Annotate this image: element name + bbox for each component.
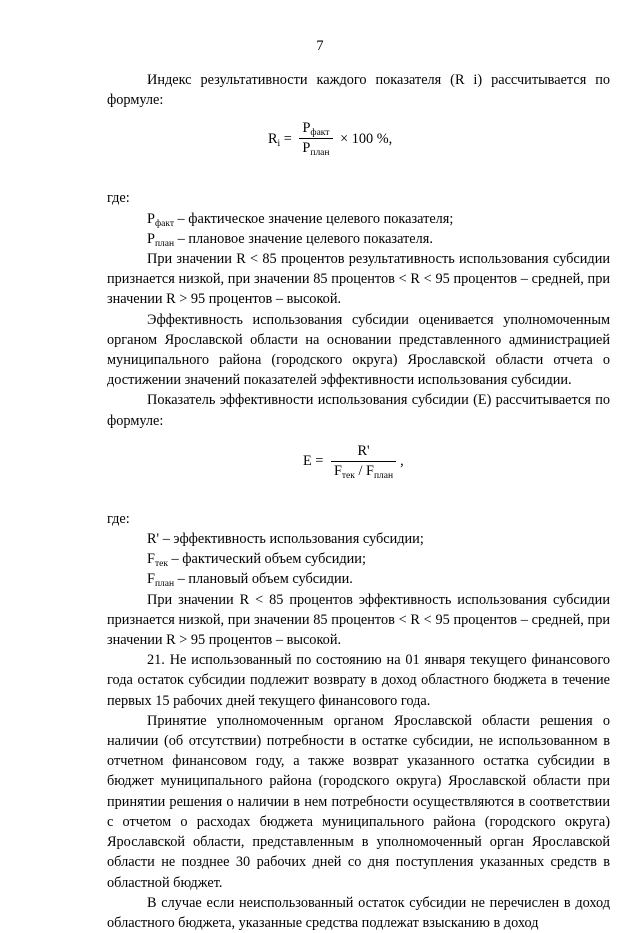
formula1-tail: × 100 %,: [336, 130, 393, 147]
definition-p-fact: $P_{факт}$ – фактическое значение целевого показателя;: [147, 210, 454, 229]
definition-f-plan: $F_{план}$ – плановый объем субсидии.: [147, 571, 353, 590]
formula2-eq: =: [311, 453, 327, 470]
document-body: [107, 70, 610, 933]
intro-paragraph: Индекс результативности каждого показателя (R i) рассчитывается по формуле:: [107, 72, 610, 109]
indicator-paragraph: Показатель эффективности использования субсидии (E) рассчитывается по формуле:: [107, 392, 610, 429]
formula2-fraction: $\frac{R'}{F_{тек} / F_{план}}$: [331, 443, 396, 480]
formula1-fraction: $\frac{P_{факт}}{P_{план}}$: [299, 120, 332, 157]
formula-result-index: [107, 110, 610, 168]
definition-p-plan: $P_{план}$ – плановое значение целевого показателя.: [147, 230, 433, 249]
decision-paragraph: Принятие уполномоченным органом Ярославской области решения о наличии (об отсутствии) потребности в остатке субсидии, не использованном в отчетном финансовом году, а также возврат указанного остатка субсидии в бюджет муниципального района (городского округа) Ярославской области при принятии решения о наличии в нем потребности осуществляются в соответствии с отчетом о расходах бюджета муниципального района (городского округа) Ярославской области, представленным в уполномоченный орган Ярославской области не позднее 30 рабочих дней со дня поступления указанных средств в областной бюджет.: [107, 712, 610, 891]
formula1-lhs: $R_i$: [268, 130, 281, 149]
result-thresholds-paragraph: При значении R < 85 процентов результативность использования субсидии признается низкой, при значении 85 процентов < R < 95 процентов – средней, при значении R > 95 процентов – высокой.: [107, 251, 610, 308]
where-label-1: где:: [107, 190, 130, 207]
where-label-2: где:: [107, 510, 130, 527]
efficiency-paragraph: Эффективность использования субсидии оценивается уполномоченным органом Ярославской области на основании представленного администрацией муниципального района (городского округа) Ярославской области отчета о достижении значений показателей эффективности использования субсидии.: [107, 311, 610, 389]
formula-efficiency: [107, 431, 610, 489]
formula1-eq: =: [280, 130, 296, 147]
recovery-case-paragraph: В случае если неиспользованный остаток субсидии не перечислен в доход областного бюджета, указанные средства подлежат взысканию в доход: [107, 894, 610, 931]
definition-r-prime: R' – эффективность использования субсидии;: [147, 531, 424, 548]
definition-f-tek: $F_{тек}$ – фактический объем субсидии;: [147, 551, 366, 570]
formula2-lhs: E: [303, 453, 312, 470]
page-number: 7: [316, 38, 324, 54]
clause-21-paragraph: 21. Не использованный по состоянию на 01 января текущего финансового года остаток субсидии подлежит возврату в доход областного бюджета в течение первых 15 рабочих дней текущего финансового года.: [107, 652, 610, 709]
efficiency-thresholds-paragraph: При значении R < 85 процентов эффективность использования субсидии признается низкой, при значении 85 процентов < R < 95 процентов – средней, при значении R > 95 процентов – высокой.: [107, 591, 610, 649]
formula2-tail: ,: [400, 453, 404, 470]
